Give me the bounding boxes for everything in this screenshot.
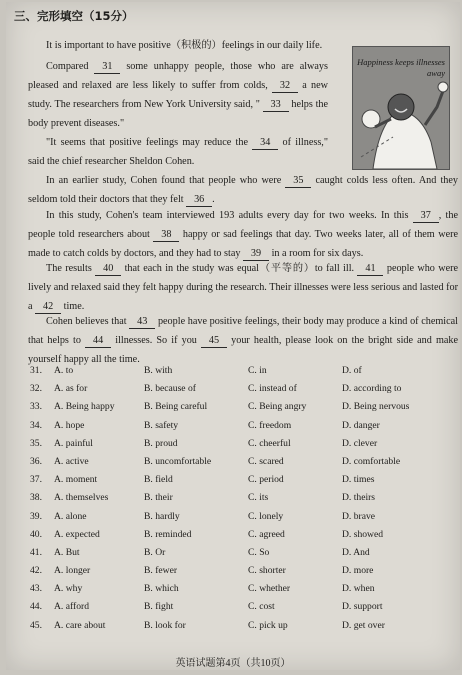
option-d: D. danger <box>342 419 380 431</box>
option-a: A. as for <box>54 383 88 395</box>
option-row <box>30 438 450 456</box>
blank-31: 31 <box>94 61 120 74</box>
blank-34: 34 <box>252 137 278 150</box>
option-c: C. freedom <box>248 419 292 431</box>
option-a: A. themselves <box>54 492 109 504</box>
question-number: 32. <box>30 383 42 395</box>
option-c: C. cheerful <box>248 437 291 449</box>
option-row <box>30 383 450 401</box>
option-a: A. Being happy <box>54 401 115 413</box>
paragraph-text: , the people told researchers about <box>28 210 458 240</box>
question-number: 36. <box>30 455 42 467</box>
option-c: C. lonely <box>248 510 284 522</box>
option-b: B. hardly <box>144 510 180 522</box>
option-b: B. which <box>144 583 179 595</box>
paragraph-4 <box>28 171 458 209</box>
option-b: B. their <box>144 492 173 504</box>
paragraph-text: a new study. The researchers from New York University said, " <box>28 80 328 110</box>
option-d: D. brave <box>342 510 376 522</box>
paragraph-text: of illness," said the chief researcher Sheldon Cohen. <box>28 137 329 167</box>
option-a: A. hope <box>54 419 85 431</box>
option-c: C. period <box>248 474 284 486</box>
paragraph-text: Cohen believes that <box>46 316 127 327</box>
question-number: 41. <box>30 546 42 558</box>
option-d: D. according to <box>342 383 402 395</box>
option-d: D. when <box>342 583 375 595</box>
question-number: 39. <box>30 510 42 522</box>
paragraph-text: It is important to have positive（积极的）feelings in our daily life. <box>46 40 323 51</box>
option-a: A. care about <box>54 619 106 631</box>
option-a: A. to <box>54 365 74 376</box>
option-b: B. Or <box>144 546 166 558</box>
option-c: C. cost <box>248 601 275 613</box>
question-number: 44. <box>30 601 42 613</box>
option-a: A. longer <box>54 565 91 577</box>
paragraph-text: some unhappy people, those who are always pleased and relaxed are less likely to suffer from colds, <box>28 61 328 91</box>
option-b: B. fewer <box>144 565 178 577</box>
paragraph-text: illnesses. So if you <box>115 335 197 346</box>
option-d: D. more <box>342 565 374 577</box>
option-b: B. proud <box>144 437 178 449</box>
paragraph-text: people who were lively and relaxed said they felt happy during the research. Their illnesses were less serious and lasted for a <box>28 263 459 312</box>
option-b: B. field <box>144 474 173 486</box>
option-d: D. showed <box>342 528 384 540</box>
option-b: B. uncomfortable <box>144 455 212 467</box>
blank-32: 32 <box>272 80 298 93</box>
blank-33: 33 <box>263 99 289 112</box>
option-c: C. Being angry <box>248 401 307 413</box>
paragraph-6 <box>28 259 458 316</box>
question-number: 34. <box>30 419 42 431</box>
figure-caption: Happiness keeps illnesses away <box>357 57 445 78</box>
option-row <box>30 565 450 583</box>
option-c: C. shorter <box>248 565 286 577</box>
option-d: D. of <box>342 365 362 376</box>
option-a: A. why <box>54 583 83 595</box>
question-number: 33. <box>30 401 42 413</box>
option-row <box>30 492 450 510</box>
question-number: 45. <box>30 619 42 631</box>
section-title: 三、完形填空（15分） <box>14 9 134 23</box>
question-number: 40. <box>30 528 42 540</box>
blank-38: 38 <box>153 229 179 242</box>
option-row <box>30 456 450 474</box>
option-b: B. look for <box>144 619 186 631</box>
option-a: A. But <box>54 546 80 558</box>
option-c: C. agreed <box>248 528 285 540</box>
paragraph-text: your health, please look on the bright side and make yourself happy all the time. <box>28 335 459 365</box>
blank-41: 41 <box>357 263 383 276</box>
option-c: C. So <box>248 546 270 558</box>
paragraph-5 <box>28 206 458 263</box>
option-b: B. with <box>144 365 173 376</box>
option-row <box>30 401 450 419</box>
paragraph-text: time. <box>63 301 85 312</box>
option-c: C. its <box>248 492 269 504</box>
option-row <box>30 529 450 547</box>
paragraph-text: In an earlier study, Cohen found that people who were <box>46 175 282 186</box>
illustration-image <box>352 46 450 170</box>
paragraph-1 <box>28 36 328 55</box>
question-number: 31. <box>30 365 42 376</box>
option-a: A. alone <box>54 510 87 522</box>
exam-page <box>6 2 460 670</box>
paragraph-text: happy or sad feelings that day. Two weeks later, all of them were made to catch colds by doctors, and they had to stay <box>28 229 459 259</box>
question-number: 43. <box>30 583 42 595</box>
option-b: B. because of <box>144 383 196 395</box>
option-c: C. scared <box>248 455 284 467</box>
option-row <box>30 620 450 638</box>
page-footer: 英语试题第4页（共10页） <box>175 658 291 669</box>
blank-43: 43 <box>129 316 155 329</box>
option-d: D. get over <box>342 619 385 631</box>
option-c: C. whether <box>248 583 291 595</box>
blank-45: 45 <box>201 335 227 348</box>
option-d: D. comfortable <box>342 455 401 467</box>
option-row <box>30 601 450 619</box>
paragraph-text: caught colds less often. And they seldom told their doctors that they felt <box>28 175 459 205</box>
option-a: A. active <box>54 455 89 467</box>
option-d: D. Being nervous <box>342 401 410 413</box>
paragraph-text: "It seems that positive feelings may reduce the <box>46 137 248 148</box>
option-a: A. afford <box>54 601 89 613</box>
option-c: C. in <box>248 365 267 376</box>
paragraph-text: in a room for six days. <box>271 248 364 259</box>
option-row <box>30 547 450 565</box>
option-row <box>30 365 450 383</box>
question-number: 37. <box>30 474 42 486</box>
option-b: B. fight <box>144 601 174 613</box>
option-row <box>30 474 450 492</box>
answer-options <box>30 365 450 638</box>
paragraph-3 <box>28 133 328 171</box>
option-a: A. moment <box>54 474 98 486</box>
option-d: D. times <box>342 474 375 486</box>
happy-person-drawing <box>353 47 449 169</box>
question-number: 38. <box>30 492 42 504</box>
option-d: D. support <box>342 601 383 613</box>
blank-42: 42 <box>35 301 61 314</box>
blank-37: 37 <box>413 210 439 223</box>
paragraph-text: In this study, Cohen's team interviewed 193 adults every day for two weeks. In this <box>46 210 409 221</box>
blank-35: 35 <box>285 175 311 188</box>
option-a: A. painful <box>54 437 93 449</box>
paragraph-text: people have positive feelings, their body may produce a kind of chemical that helps to <box>28 316 458 346</box>
option-c: C. pick up <box>248 619 288 631</box>
option-b: B. Being careful <box>144 401 208 413</box>
question-number: 42. <box>30 565 42 577</box>
option-row <box>30 583 450 601</box>
option-c: C. instead of <box>248 383 297 395</box>
option-row <box>30 511 450 529</box>
option-a: A. expected <box>54 528 100 540</box>
paragraph-2 <box>28 57 328 133</box>
question-number: 35. <box>30 437 42 449</box>
option-d: D. And <box>342 546 370 558</box>
blank-40: 40 <box>95 263 121 276</box>
paragraph-text: Compared <box>46 61 89 72</box>
paragraph-text: . <box>212 194 215 205</box>
blank-44: 44 <box>85 335 111 348</box>
option-b: B. reminded <box>144 528 192 540</box>
paragraph-text: helps the body prevent diseases." <box>28 99 329 129</box>
paragraph-text: The results <box>46 263 92 274</box>
paragraph-text: that each in the study was equal（平等的）to fall ill. <box>124 263 355 274</box>
option-b: B. safety <box>144 419 179 431</box>
paragraph-7 <box>28 312 458 369</box>
blank-39: 39 <box>243 248 269 261</box>
option-d: D. clever <box>342 437 378 449</box>
option-row <box>30 420 450 438</box>
option-d: D. theirs <box>342 492 376 504</box>
blank-36: 36 <box>186 194 212 207</box>
